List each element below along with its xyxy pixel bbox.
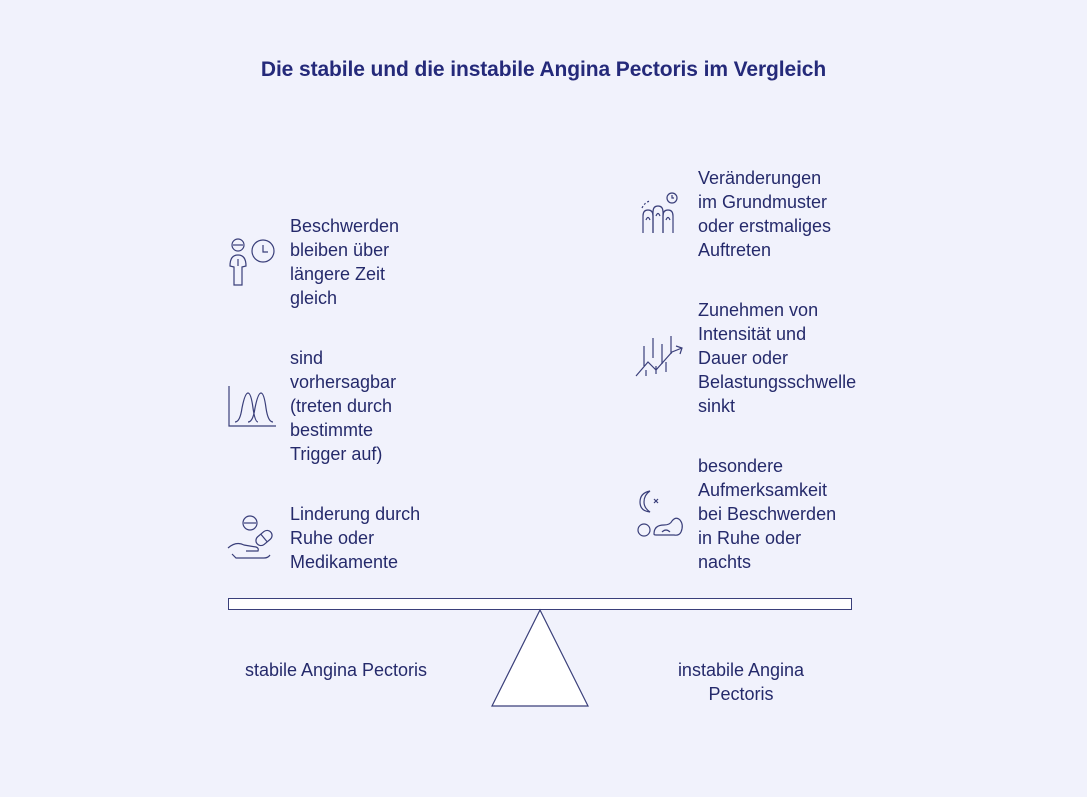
- person-clock-icon: [226, 236, 278, 288]
- page-title: Die stabile und die instabile Angina Pectoris im Vergleich: [260, 58, 827, 81]
- left-item-text-2: sind vorhersagbar (treten durch bestimmte Trigger auf): [290, 348, 397, 464]
- fingers-clock-icon: [638, 190, 684, 236]
- rising-chart-icon: [634, 332, 686, 384]
- right-item-text-3: besondere Aufmerksamkeit bei Beschwerden in Ruhe oder nachts: [698, 456, 837, 572]
- balance-fulcrum: [490, 608, 590, 713]
- right-item-text-1: Veränderungen im Grundmuster oder erstmaliges Auftreten: [698, 168, 832, 260]
- wave-chart-icon: [226, 384, 278, 430]
- hand-pill-icon: [226, 514, 278, 564]
- left-side-label: stabile Angina Pectoris: [244, 660, 428, 680]
- right-side-label: instabile Angina Pectoris: [677, 660, 805, 704]
- right-item-text-2: Zunehmen von Intensität und Dauer oder Belastungsschwelle sinkt: [698, 300, 857, 416]
- sleeping-person-moon-icon: [634, 488, 688, 542]
- left-item-text-3: Linderung durch Ruhe oder Medikamente: [290, 504, 421, 572]
- left-item-text-1: Beschwerden bleiben über längere Zeit gleich: [290, 216, 400, 308]
